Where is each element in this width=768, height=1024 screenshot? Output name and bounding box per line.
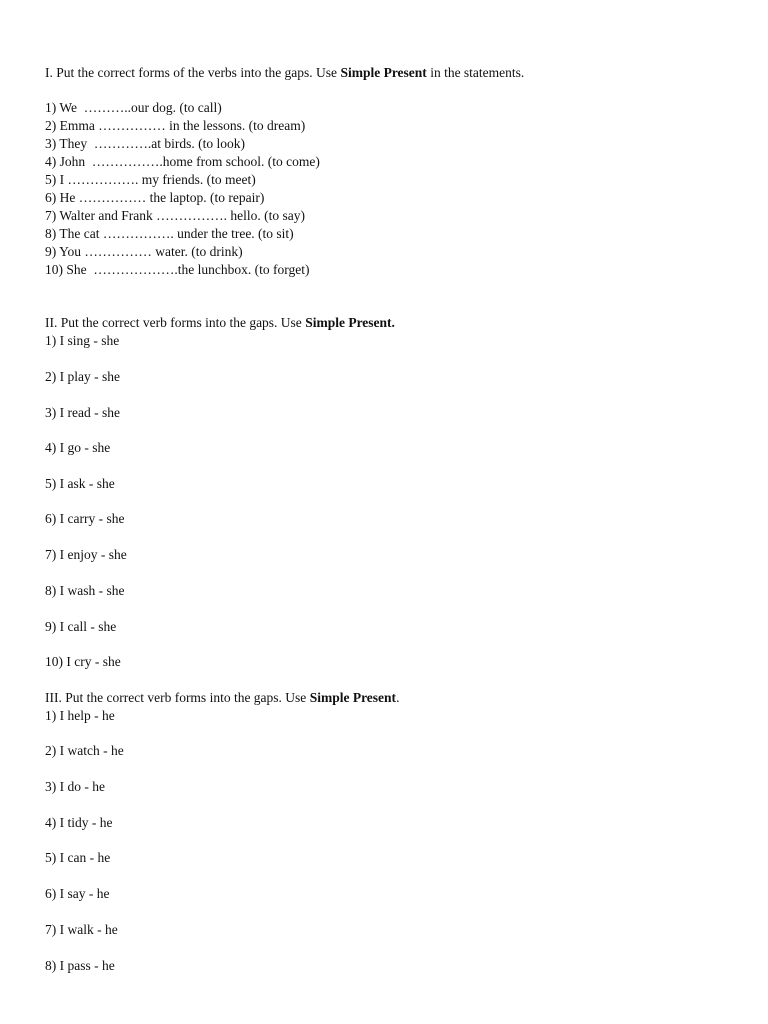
section-1-item: 7) Walter and Frank ……………. hello. (to say) <box>45 208 305 223</box>
section-2-heading <box>45 314 395 332</box>
section-1-item: 10) She ……………….the lunchbox. (to forget) <box>45 262 310 277</box>
section-2-item: 3) I read - she <box>45 405 120 420</box>
section-3-item: 5) I can - he <box>45 850 111 865</box>
section-3-item: 2) I watch - he <box>45 743 124 758</box>
section-1-heading-bold: Simple Present <box>340 65 427 80</box>
section-2-item: 9) I call - she <box>45 619 117 634</box>
section-2-item: 5) I ask - she <box>45 476 115 491</box>
section-1-item: 1) We ………..our dog. (to call) <box>45 100 222 115</box>
section-3-heading-text: III. Put the correct verb forms into the gaps. Use <box>45 690 310 705</box>
section-1-item: 9) You …………… water. (to drink) <box>45 244 243 259</box>
section-2-item: 7) I enjoy - she <box>45 547 127 562</box>
section-2-item: 1) I sing - she <box>45 333 120 348</box>
section-3-item: 8) I pass - he <box>45 958 115 973</box>
section-1-heading <box>45 64 524 82</box>
section-3-item: 1) I help - he <box>45 708 115 723</box>
section-1-item: 6) He …………… the laptop. (to repair) <box>45 190 265 205</box>
section-1-item: 3) They ………….at birds. (to look) <box>45 136 245 151</box>
section-2-heading-bold: Simple Present. <box>305 315 395 330</box>
section-2-item: 4) I go - she <box>45 440 111 455</box>
section-3-item: 6) I say - he <box>45 886 110 901</box>
section-3-item: 3) I do - he <box>45 779 105 794</box>
section-1-item: 4) John …………….home from school. (to come) <box>45 154 320 169</box>
section-2-heading-text: II. Put the correct verb forms into the gaps. Use <box>45 315 306 330</box>
section-2-item: 10) I cry - she <box>45 654 121 669</box>
section-1-item: 5) I ……………. my friends. (to meet) <box>45 172 256 187</box>
section-3-heading-bold: Simple Present <box>309 690 397 705</box>
section-3-heading <box>45 689 399 707</box>
section-1-item: 8) The cat ……………. under the tree. (to sit) <box>45 226 294 241</box>
section-3-item: 4) I tidy - he <box>45 815 113 830</box>
section-1-item: 2) Emma …………… in the lessons. (to dream) <box>45 118 306 133</box>
section-2-item: 6) I carry - she <box>45 511 125 526</box>
section-1-heading-tail: in the statements. <box>426 65 525 80</box>
section-1-heading-text: I. Put the correct forms of the verbs into the gaps. Use <box>45 65 341 80</box>
section-3-heading-tail: . <box>396 690 400 705</box>
section-2-item: 2) I play - she <box>45 369 120 384</box>
section-2-item: 8) I wash - she <box>45 583 125 598</box>
section-3-item: 7) I walk - he <box>45 922 118 937</box>
